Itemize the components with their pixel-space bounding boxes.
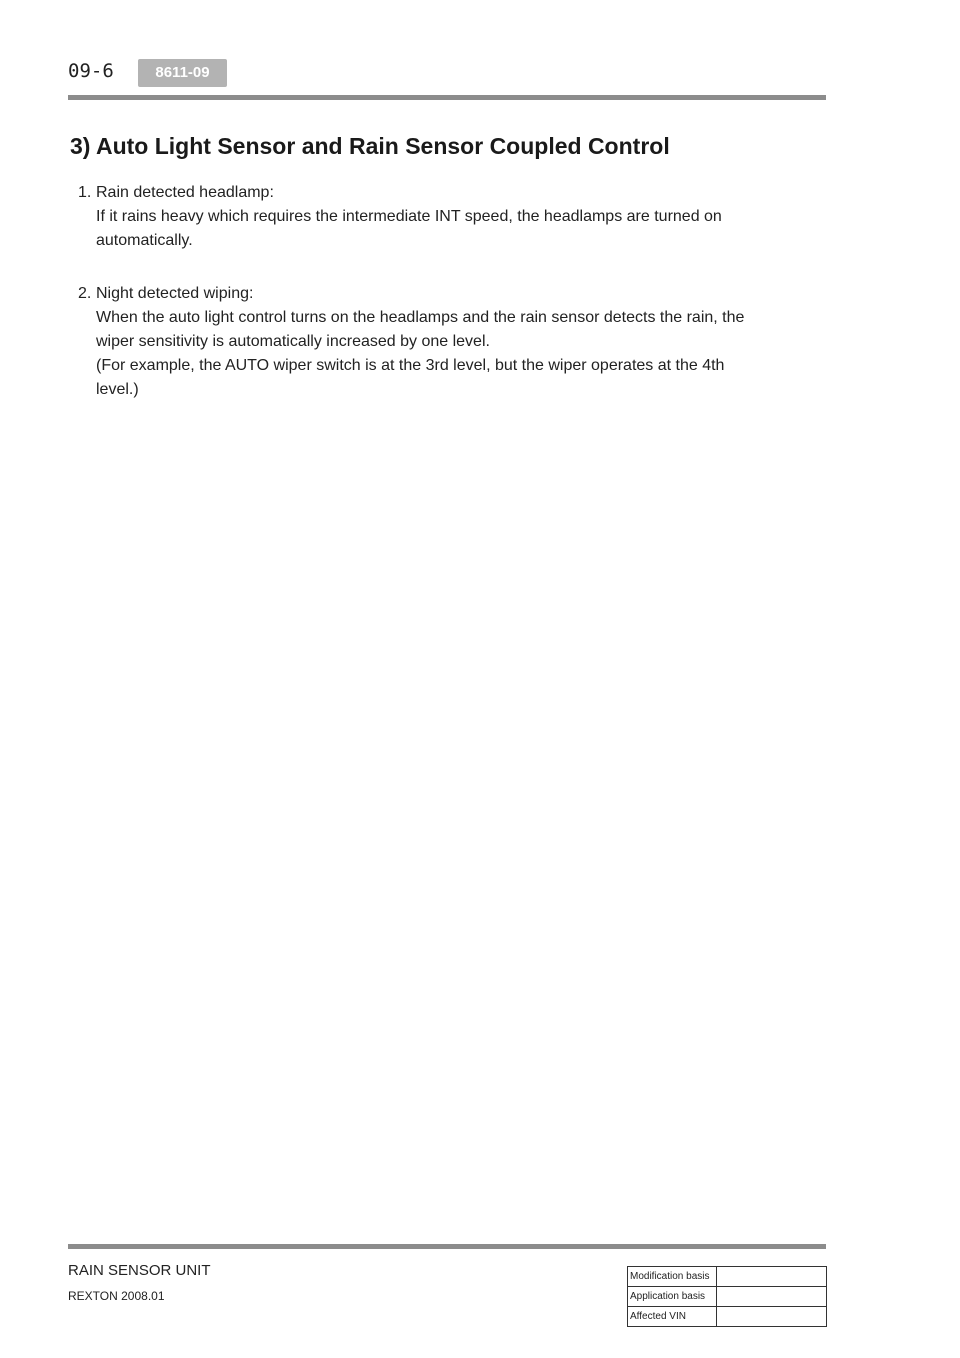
section-code-badge: 8611-09	[138, 59, 227, 87]
text-line: If it rains heavy which requires the intermediate INT speed, the headlamps are turned on	[96, 208, 722, 225]
table-row	[628, 1267, 827, 1287]
footer-model: REXTON 2008.01	[68, 1289, 165, 1303]
section-heading: 3) Auto Light Sensor and Rain Sensor Coupled Control	[70, 133, 670, 159]
basis-table	[627, 1266, 827, 1327]
list-item	[78, 282, 828, 402]
basis-label: Modification basis	[628, 1267, 717, 1287]
list-item-text	[96, 205, 828, 253]
text-line: (For example, the AUTO wiper switch is at the 3rd level, but the wiper operates at the 4th	[96, 357, 725, 374]
footer-title: RAIN SENSOR UNIT	[68, 1262, 211, 1279]
list-item-text	[96, 306, 828, 402]
top-divider	[68, 95, 826, 100]
text-line: level.)	[96, 381, 139, 398]
text-line: automatically.	[96, 232, 193, 249]
list-item-title: Rain detected headlamp:	[96, 184, 274, 201]
table-row	[628, 1287, 827, 1307]
list-item-number: 2.	[78, 285, 92, 302]
list-item-number: 1.	[78, 184, 92, 201]
basis-value	[716, 1307, 826, 1327]
basis-value	[716, 1267, 826, 1287]
text-line: When the auto light control turns on the headlamps and the rain sensor detects the rain, the	[96, 309, 745, 326]
text-line: wiper sensitivity is automatically increased by one level.	[96, 333, 490, 350]
table-row	[628, 1307, 827, 1327]
basis-label: Application basis	[628, 1287, 717, 1307]
list-item-title: Night detected wiping:	[96, 285, 254, 302]
page-number: 09-6	[68, 60, 114, 82]
bottom-divider	[68, 1244, 826, 1249]
basis-label: Affected VIN	[628, 1307, 717, 1327]
list-item	[78, 181, 828, 253]
basis-value	[716, 1287, 826, 1307]
